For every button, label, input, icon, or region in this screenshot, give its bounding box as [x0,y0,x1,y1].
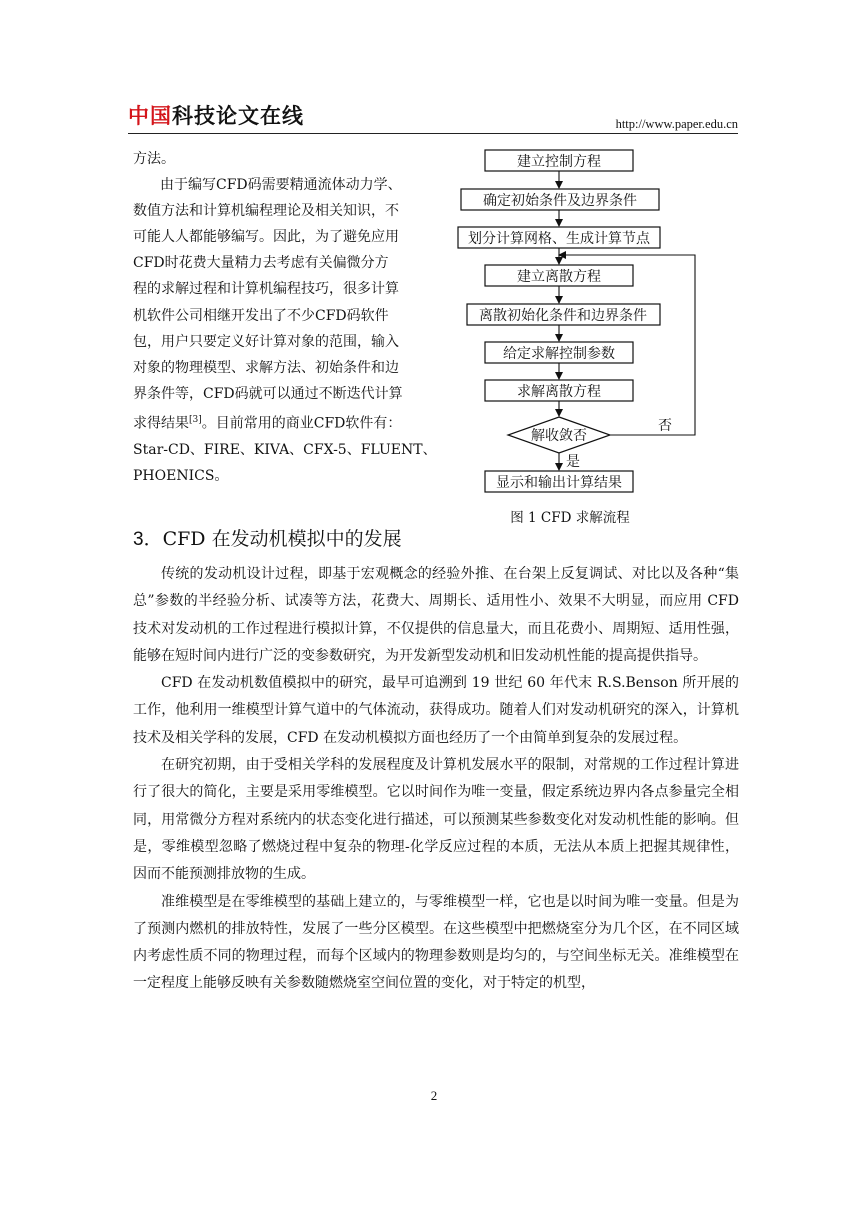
text-line: 数值方法和计算机编程理论及相关知识，不 [133,203,399,220]
flow-step1-label: 建立控制方程 [517,154,601,170]
flow-step7-label: 求解离散方程 [517,384,601,400]
site-logo [128,103,304,129]
left-column-text [133,146,437,489]
text-line: PHOENICS。 [133,467,229,484]
flow-yes-label: 是 [566,454,580,470]
logo-black-text: 科技论文在线 [172,104,304,128]
header-divider [128,133,738,134]
text-line: 程的求解过程和计算机编程技巧，很多计算 [133,281,399,298]
flow-no-label: 否 [658,418,672,434]
text-line: 包，用户只要定义好计算对象的范围，输入 [133,333,399,350]
header-url[interactable]: http://www.paper.edu.cn [615,117,738,131]
text-line: 机软件公司相继开发出了不少CFD码软件 [133,307,389,324]
text-line: 可能人人都能够编写。因此，为了避免应用 [133,229,399,246]
paragraph: 准维模型是在零维模型的基础上建立的，与零维模型一样，它也是以时间为唯一变量。但是为了预测内燃机的排放特性，发展了一些分区模型。在这些模型中把燃烧室分为几个区，在不同区域内考虑性质不同的物理过程，而每个区域内的物理参数则是均匀的，与空间坐标无关。准维模型在一定程度上能够反映有关参数随燃烧室空间位置的变化，对于特定的机型， [133,893,739,992]
figure-caption: 图 1 CFD 求解流程 [510,510,630,526]
text-line: 对象的物理模型、求解方法、初始条件和边 [133,359,399,376]
page-number: 2 [430,1088,438,1103]
text-line: 求得结果[3]。目前常用的商业CFD软件有： [133,414,402,432]
text-line: Star-CD、FIRE、KIVA、CFX-5、FLUENT、 [133,441,437,458]
flow-step3-label: 划分计算网格、生成计算节点 [468,231,650,247]
text-line: 由于编写CFD码需要精通流体动力学、 [160,177,402,194]
flow-step6-label: 给定求解控制参数 [503,346,615,362]
flow-step4-label: 建立离散方程 [517,269,601,285]
flow-step5-label: 离散初始化条件和边界条件 [479,308,647,324]
section-heading: 3．CFD 在发动机模拟中的发展 [133,528,402,550]
text-line: 界条件等，CFD码就可以通过不断迭代计算 [133,385,403,402]
paragraph: CFD 在发动机数值模拟中的研究，最早可追溯到 19 世纪 60 年代末 R.S.Benson 所开展的工作，他利用一维模型计算气道中的气体流动，获得成功。随着人们对发动机研究的深入，计算机技术及相关学科的发展，CFD 在发动机模拟方面也经历了一个由简单到复杂的发展过程。 [133,675,739,746]
flow-step2-label: 确定初始条件及边界条件 [483,193,637,209]
logo-red-text: 中国 [128,104,172,128]
cfd-flowchart [455,148,705,500]
paragraph: 在研究初期，由于受相关学科的发展程度及计算机发展水平的限制，对常规的工作过程计算进行了很大的简化，主要是采用零维模型。它以时间作为唯一变量，假定系统边界内各点参量完全相同，用常微分方程对系统内的状态变化进行描述，可以预测某些参数变化对发动机性能的影响。但是，零维模型忽略了燃烧过程中复杂的物理-化学反应过程的本质，无法从本质上把握其规律性，因而不能预测排放物的生成。 [133,757,739,883]
citation-ref[interactable]: [3] [189,414,202,425]
body-text [133,561,739,998]
text-line: CFD时花费大量精力去考虑有关偏微分方 [133,255,389,272]
text-line: 方法。 [133,151,175,167]
flow-step8-label: 显示和输出计算结果 [496,475,622,491]
flow-decision-label: 解收敛否 [531,428,587,444]
paragraph: 传统的发动机设计过程，即基于宏观概念的经验外推、在台架上反复调试、对比以及各种“集总”参数的半经验分析、试凑等方法，花费大、周期长、适用性小、效果不大明显，而应用 CFD 技术对发动机的工作过程进行模拟计算，不仅提供的信息量大，而且花费小、周期短、适用性强，能够在短时间内进行广泛的变参数研究，为开发新型发动机和旧发动机性能的提高提供指导。 [133,566,739,664]
